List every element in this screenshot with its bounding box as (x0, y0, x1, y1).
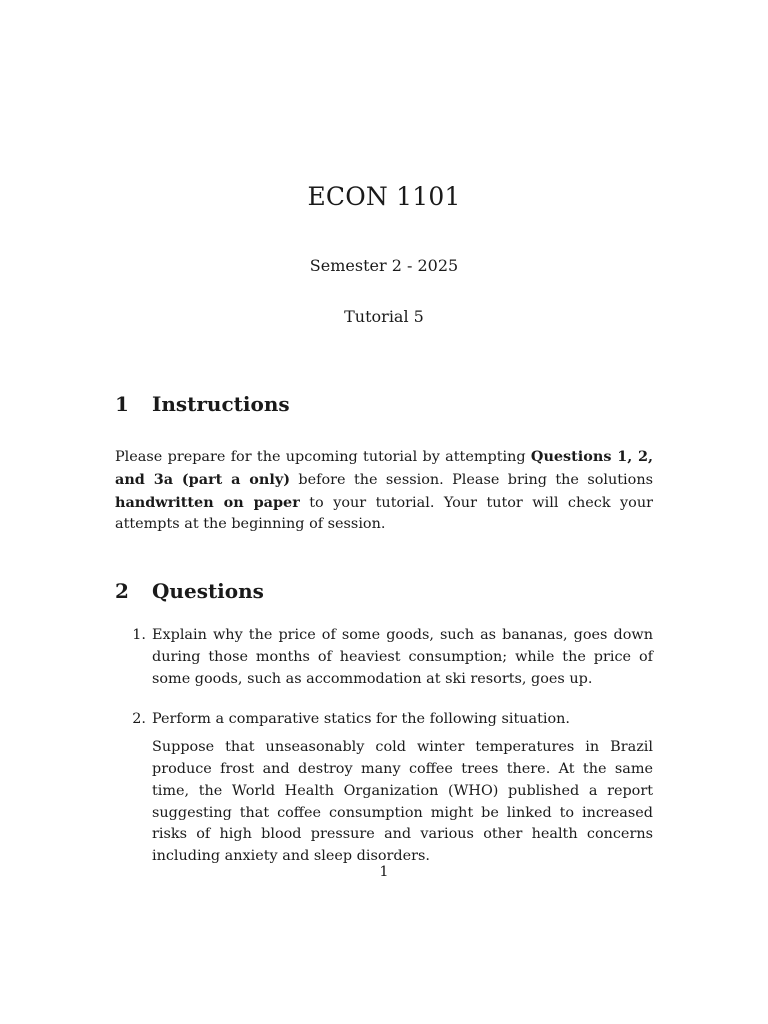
instructions-paragraph (115, 446, 653, 536)
section-heading-questions (115, 579, 264, 603)
question-text: Explain why the price of some goods, such as bananas, goes down during those months of heaviest consumption; while the price of some goods, such as accommodation at ski resorts, goes up. (152, 627, 653, 687)
tutorial-line: Tutorial 5 (344, 307, 424, 326)
instructions-emphasis-handwritten: handwritten on paper (115, 493, 300, 511)
question-item (115, 709, 653, 874)
question-number: 1. (132, 627, 146, 643)
question-body (152, 625, 653, 696)
question-text: Perform a comparative statics for the following situation. (152, 711, 570, 728)
section-number: 1 (115, 392, 129, 416)
instructions-emphasis-questions: Questions 1, 2, and 3a (part a only) (115, 448, 653, 488)
document-title: ECON 1101 (307, 182, 461, 211)
question-text: Suppose that unseasonably cold winter temperatures in Brazil produce frost and destroy many coffee trees there. At the same time, the World Health Organization (WHO) published a report suggesting that coffee consumption might be linked to increased risks of high blood pressure and various other health concerns including anxiety and sleep disorders. (152, 739, 653, 865)
question-list (115, 625, 653, 887)
instructions-text: Please prepare for the upcoming tutorial by attempting (115, 449, 531, 465)
section-title: Instructions (152, 392, 290, 416)
semester-line: Semester 2 - 2025 (309, 256, 459, 275)
instructions-text: to your tutorial. Your tutor will check your attempts at the beginning of session. (115, 494, 653, 533)
question-item (115, 625, 653, 696)
instructions-text: before the session. Please bring the solutions (290, 471, 653, 488)
section-title: Questions (152, 579, 264, 603)
page-number: 1 (379, 864, 389, 880)
question-body (152, 709, 653, 874)
question-number: 2. (132, 711, 146, 728)
section-heading-instructions (115, 392, 290, 416)
section-number: 2 (115, 579, 129, 603)
